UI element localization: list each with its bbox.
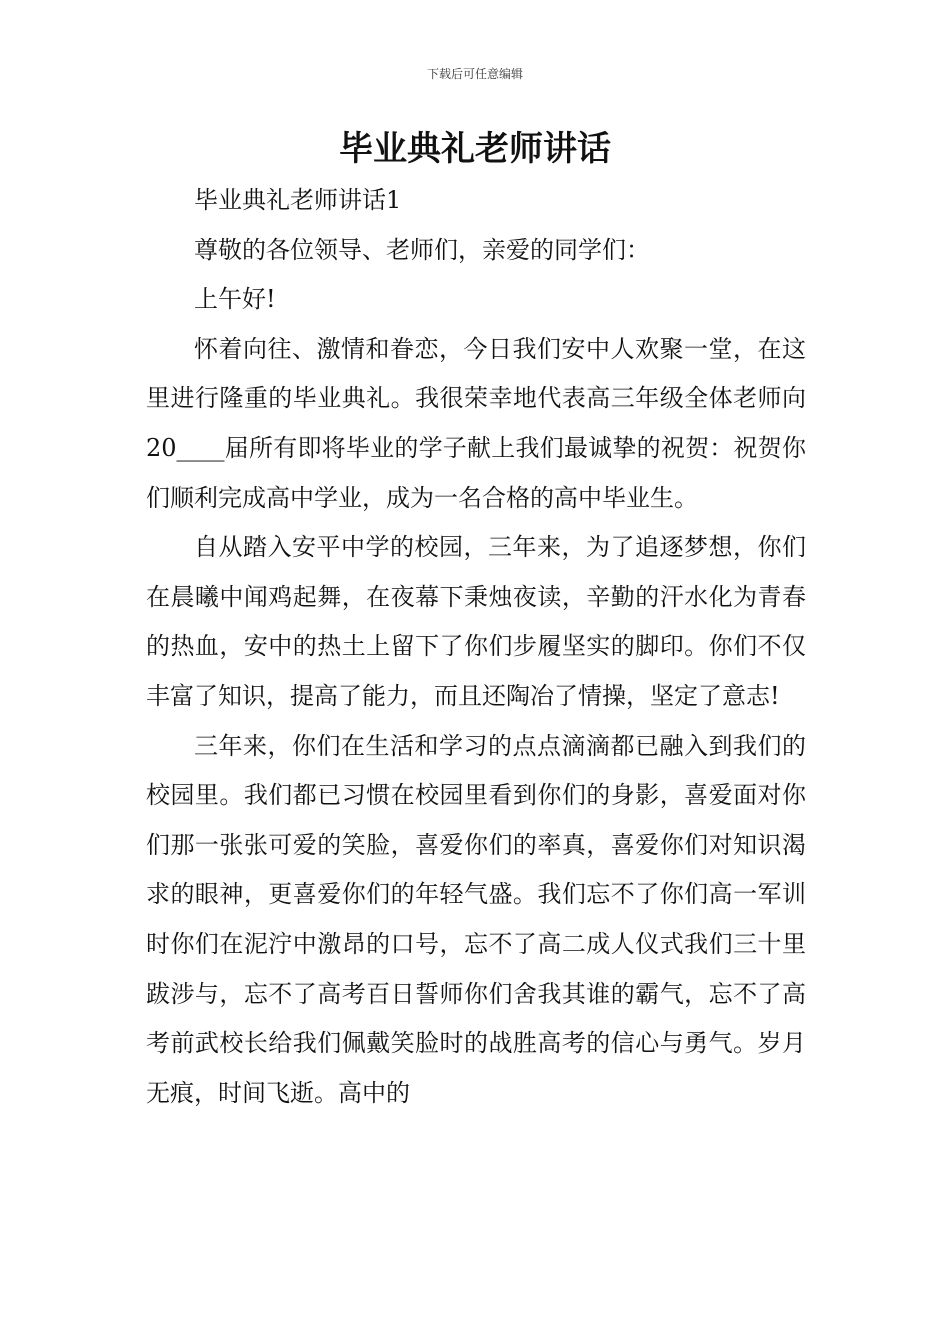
- paragraph-2: 自从踏入安平中学的校园，三年来，为了追逐梦想，你们在晨曦中闻鸡起舞，在夜幕下秉烛夜读，辛勤的汗水化为青春的热血，安中的热土上留下了你们步履坚实的脚印。你们不仅丰富了知识，提高了能力，而且还陶冶了情操，坚定了意志!: [146, 533, 806, 710]
- paragraph-1: 怀着向往、激情和眷恋，今日我们安中人欢聚一堂，在这里进行隆重的毕业典礼。我很荣幸地代表高三年级全体老师向20____届所有即将毕业的学子献上我们最诚挚的祝贺：祝贺你们顺利完成高中学业，成为一名合格的高中毕业生。: [146, 334, 806, 512]
- salutation: 尊敬的各位领导、老师们，亲爱的同学们：: [194, 235, 650, 264]
- header-note: 下载后可任意编辑: [426, 67, 523, 81]
- document-body: [146, 176, 806, 1118]
- paragraph-3: 三年来，你们在生活和学习的点点滴滴都已融入到我们的校园里。我们都已习惯在校园里看到你们的身影，喜爱面对你们那一张张可爱的笑脸，喜爱你们的率真，喜爱你们对知识渴求的眼神，更喜爱你们的年轻气盛。我们忘不了你们高一军训时你们在泥泞中激昂的口号，忘不了高二成人仪式我们三十里跋涉与，忘不了高考百日誓师你们舍我其谁的霸气，忘不了高考前武校长给我们佩戴笑脸时的战胜高考的信心与勇气。岁月无痕，时间飞逝。高中的: [146, 731, 806, 1107]
- section-subtitle: 毕业典礼老师讲话1: [194, 186, 402, 214]
- document-title: 毕业典礼老师讲话: [339, 129, 611, 169]
- greeting: 上午好!: [194, 285, 276, 314]
